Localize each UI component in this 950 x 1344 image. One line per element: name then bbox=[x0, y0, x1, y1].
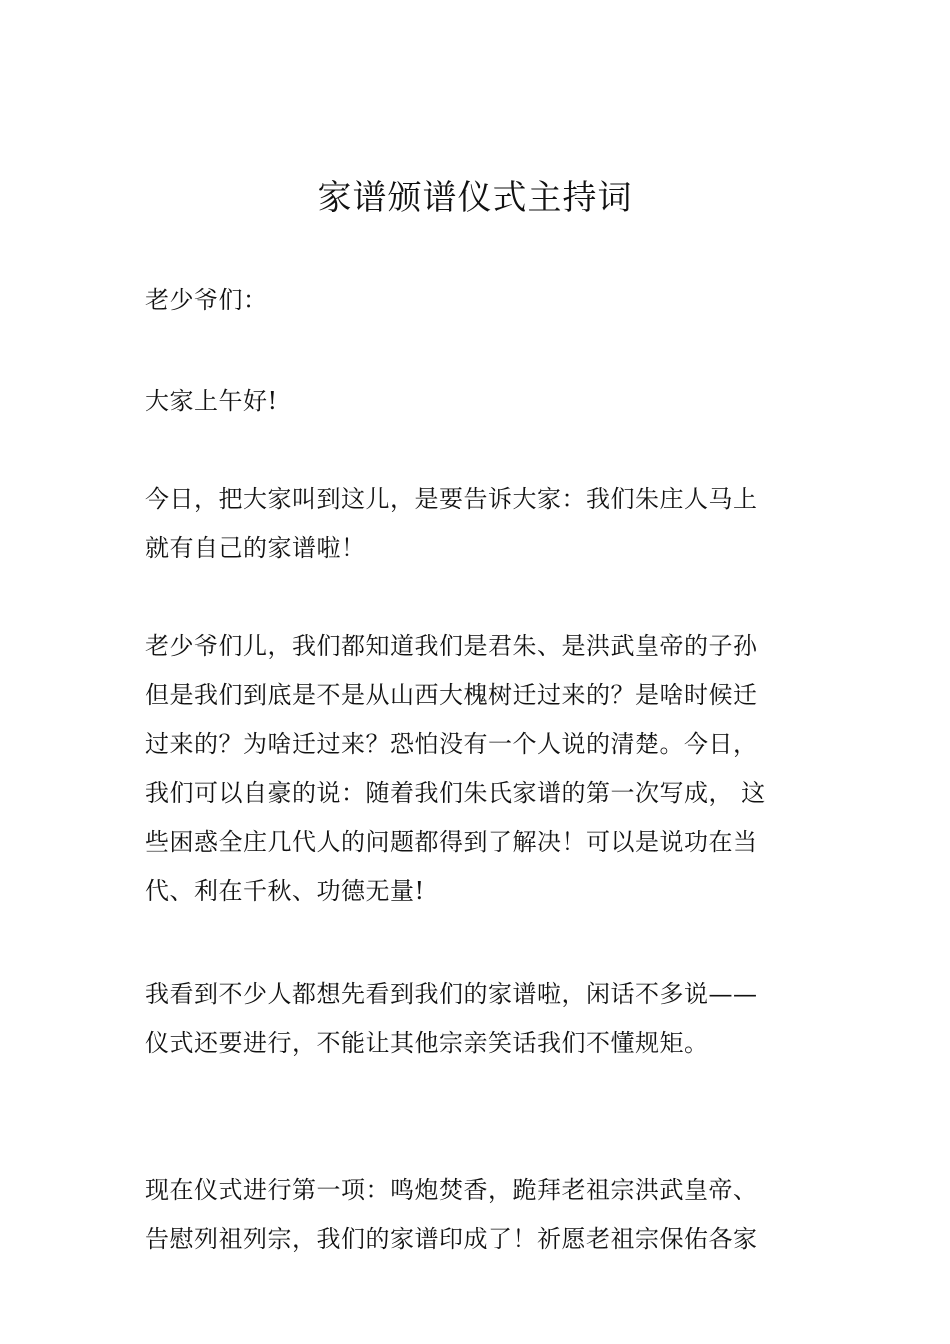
paragraph-line: 告慰列祖列宗，我们的家谱印成了！祈愿老祖宗保佑各家 bbox=[145, 1225, 758, 1253]
paragraph-line: 但是我们到底是不是从山西大槐树迁过来的？是啥时候迁 bbox=[145, 681, 758, 709]
paragraph-line: 就有自己的家谱啦！ bbox=[145, 534, 366, 562]
paragraph-ceremony-step-one bbox=[145, 1166, 810, 1264]
paragraph-line: 我看到不少人都想先看到我们的家谱啦，闲话不多说—— bbox=[145, 980, 758, 1008]
paragraph-line: 过来的？为啥迁过来？恐怕没有一个人说的清楚。今日， bbox=[145, 730, 758, 758]
paragraph-line: 些困惑全庄几代人的问题都得到了解决！可以是说功在当 bbox=[145, 828, 758, 856]
document-title: 家谱颁谱仪式主持词 bbox=[317, 178, 633, 218]
paragraph-line: 老少爷们： bbox=[145, 286, 268, 314]
paragraph-line: 老少爷们儿，我们都知道我们是君朱、是洪武皇帝的子孙 bbox=[145, 632, 758, 660]
paragraph-greeting bbox=[145, 276, 810, 325]
paragraph-line: 我们可以自豪的说：随着我们朱氏家谱的第一次写成， 这 bbox=[145, 779, 766, 807]
paragraph-transition bbox=[145, 970, 810, 1068]
paragraph-line: 今日，把大家叫到这儿，是要告诉大家：我们朱庄人马上 bbox=[145, 485, 758, 513]
paragraph-history bbox=[145, 622, 810, 916]
paragraph-line: 大家上午好! bbox=[145, 387, 278, 415]
paragraph-announcement bbox=[145, 475, 810, 573]
paragraph-good-morning bbox=[145, 377, 810, 426]
paragraph-line: 仪式还要进行，不能让其他宗亲笑话我们不懂规矩。 bbox=[145, 1029, 709, 1057]
paragraph-line: 代、利在千秋、功德无量! bbox=[145, 877, 425, 905]
paragraph-line: 现在仪式进行第一项：鸣炮焚香，跪拜老祖宗洪武皇帝、 bbox=[145, 1176, 758, 1204]
